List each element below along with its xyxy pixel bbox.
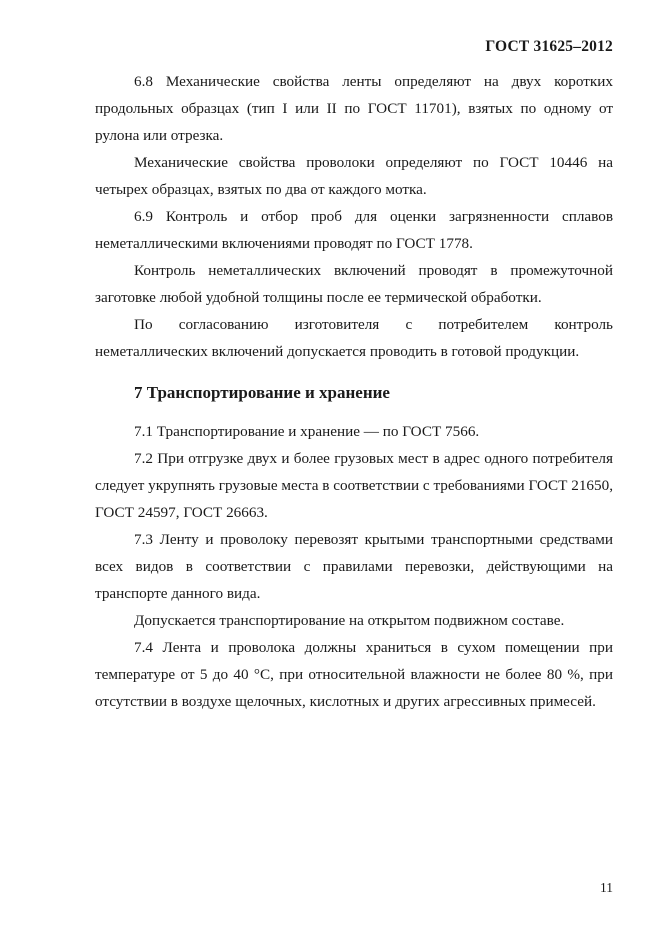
- paragraph-7-4: 7.4 Лента и проволока должны храниться в сухом помещении при температуре от 5 до 40 °С, при относительной влажности не более 80 %, при отсутствии в воздухе щелочных, кислотных и других агрессивных примесей.: [95, 639, 613, 710]
- paragraph-inclusion-control: Контроль неметаллических включений проводят в промежуточной заготовке любой удобной толщины после ее термической обработки.: [95, 262, 613, 306]
- paragraph-open-transport: Допускается транспортирование на открытом подвижном составе.: [134, 612, 565, 629]
- paragraph-agreement-control: По согласованию изготовителя с потребителем контроль неметаллических включений допускается проводить в готовой продукции.: [95, 316, 613, 360]
- paragraph-7-1: 7.1 Транспортирование и хранение — по ГОСТ 7566.: [134, 423, 480, 440]
- paragraph-7-3: 7.3 Ленту и проволоку перевозят крытыми транспортными средствами всех видов в соответствии с правилами перевозки, действующими на транспорте данного вида.: [95, 531, 613, 602]
- paragraph-7-2: 7.2 При отгрузке двух и более грузовых мест в адрес одного потребителя следует укрупнять грузовые места в соответствии с требованиями ГОСТ 21650, ГОСТ 24597, ГОСТ 26663.: [95, 450, 613, 521]
- document-code-header: ГОСТ 31625–2012: [485, 38, 613, 55]
- page-number: 11: [600, 880, 613, 895]
- paragraph-6-8: 6.8 Механические свойства ленты определяют на двух коротких продольных образцах (тип I или II по ГОСТ 11701), взятых по одному от рулона или отрезка.: [95, 73, 613, 144]
- section-7-heading: 7 Транспортирование и хранение: [134, 383, 390, 402]
- paragraph-6-9: 6.9 Контроль и отбор проб для оценки загрязненности сплавов неметаллическими включениями проводят по ГОСТ 1778.: [95, 208, 613, 252]
- paragraph-wire-mechanical: Механические свойства проволоки определяют по ГОСТ 10446 на четырех образцах, взятых по два от каждого мотка.: [95, 154, 613, 198]
- page-body: [95, 68, 613, 715]
